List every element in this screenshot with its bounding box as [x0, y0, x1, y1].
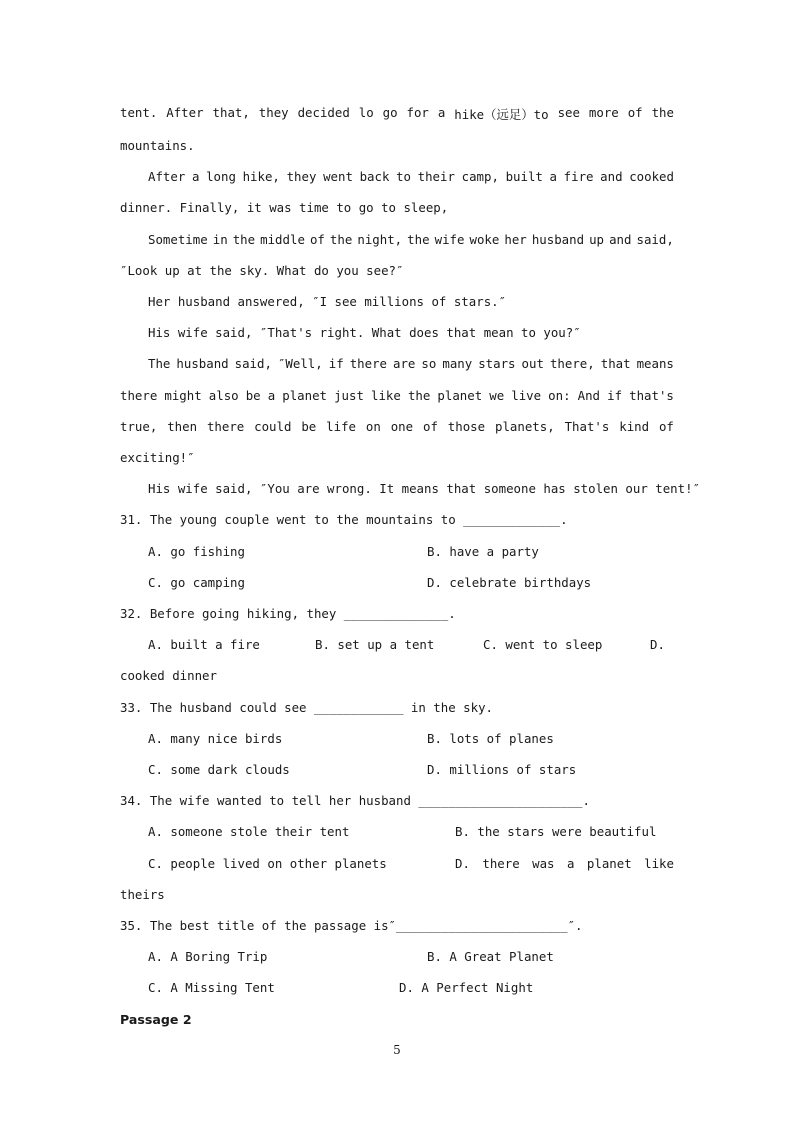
option-c: C. go camping: [148, 575, 245, 590]
word: long: [206, 169, 236, 184]
word: a: [437, 105, 446, 120]
word: fire: [563, 169, 594, 184]
word: the: [407, 232, 430, 247]
question-stem: 34. The wife wanted to tell her husband ______________________.: [120, 793, 590, 808]
option-a: A. A Boring Trip: [148, 949, 268, 964]
word: there: [120, 388, 158, 403]
option-b: B. the stars were beautiful: [455, 824, 657, 839]
question-stem: 35. The best title of the passage is″_______________________″.: [120, 918, 583, 933]
option-d-continued: theirs: [120, 887, 165, 902]
word: so: [421, 356, 437, 371]
option-d: D. celebrate birthdays: [427, 575, 592, 590]
option-d: [455, 856, 674, 871]
word: go: [382, 105, 398, 120]
word: hike（远足）to: [454, 107, 549, 122]
word: Sometime: [148, 232, 208, 247]
word: be: [245, 388, 261, 403]
word: That's: [564, 419, 610, 434]
word: means: [636, 356, 674, 371]
para-line: exciting!″: [120, 450, 195, 465]
word: those: [447, 419, 486, 434]
word: said,: [234, 356, 272, 371]
word: planet: [282, 388, 328, 403]
para-line: [148, 356, 674, 371]
word: The: [148, 356, 171, 371]
word: of: [627, 105, 643, 120]
word: of: [658, 419, 674, 434]
word: could: [254, 419, 292, 434]
word: in: [212, 232, 228, 247]
para-line: [148, 169, 674, 184]
word: built: [505, 169, 543, 184]
option-c: C. A Missing Tent: [148, 980, 275, 995]
option-a: A. built a fire: [148, 637, 260, 652]
word: if: [607, 388, 623, 403]
word: like: [644, 856, 674, 871]
word: went: [323, 169, 353, 184]
word: middle: [260, 232, 305, 247]
word: on:: [548, 388, 571, 403]
option-d: D. A Perfect Night: [399, 980, 534, 995]
word: and: [609, 232, 632, 247]
word: life: [326, 419, 356, 434]
word: lo: [358, 105, 374, 120]
para-line: mountains.: [120, 138, 195, 153]
word: the: [329, 232, 353, 247]
word: their: [417, 169, 455, 184]
word: we: [489, 388, 505, 403]
word: like: [371, 388, 401, 403]
word: husband: [531, 232, 585, 247]
option-a: A. someone stole their tent: [148, 824, 350, 839]
word: that's: [629, 388, 674, 403]
option-c: C. some dark clouds: [148, 762, 290, 777]
word: a: [191, 169, 200, 184]
word: and: [600, 169, 623, 184]
word: wife: [434, 232, 465, 247]
word: to: [396, 169, 411, 184]
word: are: [393, 356, 416, 371]
word: just: [334, 388, 364, 403]
option-b: B. set up a tent: [315, 637, 435, 652]
para-line: [148, 232, 674, 247]
option-b: B. have a party: [427, 544, 539, 559]
word: that: [600, 356, 631, 371]
word: there: [349, 356, 387, 371]
word: see: [557, 105, 580, 120]
para-line: Her husband answered, ″I see millions of stars.″: [148, 294, 507, 309]
word: of: [422, 419, 438, 434]
word: live: [511, 388, 542, 403]
word: there,: [549, 356, 595, 371]
word: planet: [437, 388, 483, 403]
word: there: [206, 419, 245, 434]
word: kind: [619, 419, 650, 434]
word: out: [521, 356, 544, 371]
word: stars: [478, 356, 516, 371]
word: night,: [357, 232, 403, 247]
question-stem: 33. The husband could see ____________ in the sky.: [120, 700, 493, 715]
word: a: [549, 169, 558, 184]
para-line: [120, 105, 674, 123]
word: hike,: [242, 169, 280, 184]
word: After: [148, 169, 186, 184]
option-a: A. many nice birds: [148, 731, 283, 746]
word: there: [482, 856, 520, 871]
word: on: [365, 419, 381, 434]
para-line: ″Look up at the sky. What do you see?″: [120, 263, 404, 278]
word: woke: [469, 232, 500, 247]
word: up: [589, 232, 605, 247]
word: more: [588, 105, 619, 120]
word: back: [359, 169, 390, 184]
para-line: [120, 419, 674, 434]
word: decided: [297, 105, 350, 120]
word: the: [651, 105, 674, 120]
para-line: dinner. Finally, it was time to go to sleep,: [120, 200, 449, 215]
word: was: [532, 856, 555, 871]
question-stem: 32. Before going hiking, they ______________.: [120, 606, 456, 621]
word: camp,: [461, 169, 499, 184]
para-line: [120, 388, 674, 403]
option-d: D.: [650, 637, 665, 652]
word: a: [566, 856, 575, 871]
question-stem: 31. The young couple went to the mountains to _____________.: [120, 512, 568, 527]
option-b: B. lots of planes: [427, 731, 554, 746]
word: cooked: [629, 169, 674, 184]
para-line: His wife said, ″That's right. What does that mean to you?″: [148, 325, 581, 340]
option-b: B. A Great Planet: [427, 949, 554, 964]
word: might: [164, 388, 202, 403]
word: a: [267, 388, 276, 403]
word: also: [208, 388, 239, 403]
section-heading: Passage 2: [120, 1012, 192, 1027]
word: they: [286, 169, 317, 184]
word: D.: [455, 856, 470, 871]
word: for: [406, 105, 429, 120]
word: After: [166, 105, 204, 120]
word: her: [504, 232, 527, 247]
word: be: [301, 419, 317, 434]
word: planet: [586, 856, 632, 871]
word: the: [407, 388, 431, 403]
option-a: A. go fishing: [148, 544, 245, 559]
word: ″Well,: [277, 356, 323, 371]
option-d: D. millions of stars: [427, 762, 577, 777]
word: they: [258, 105, 289, 120]
word: said,: [636, 232, 674, 247]
option-c: C. went to sleep: [483, 637, 603, 652]
word: tent.: [120, 105, 158, 120]
word: many: [442, 356, 473, 371]
word: of: [309, 232, 325, 247]
word: planets,: [495, 419, 555, 434]
word: that,: [212, 105, 250, 120]
word: husband: [176, 356, 229, 371]
word: one: [390, 419, 414, 434]
word: And: [577, 388, 601, 403]
option-c: C. people lived on other planets: [148, 856, 387, 871]
option-d-continued: cooked dinner: [120, 668, 217, 683]
word: true,: [120, 419, 158, 434]
para-line: His wife said, ″You are wrong. It means that someone has stolen our tent!″: [148, 481, 701, 496]
page-number: 5: [393, 1043, 401, 1057]
word: then: [167, 419, 198, 434]
word: the: [232, 232, 256, 247]
word: if: [328, 356, 344, 371]
